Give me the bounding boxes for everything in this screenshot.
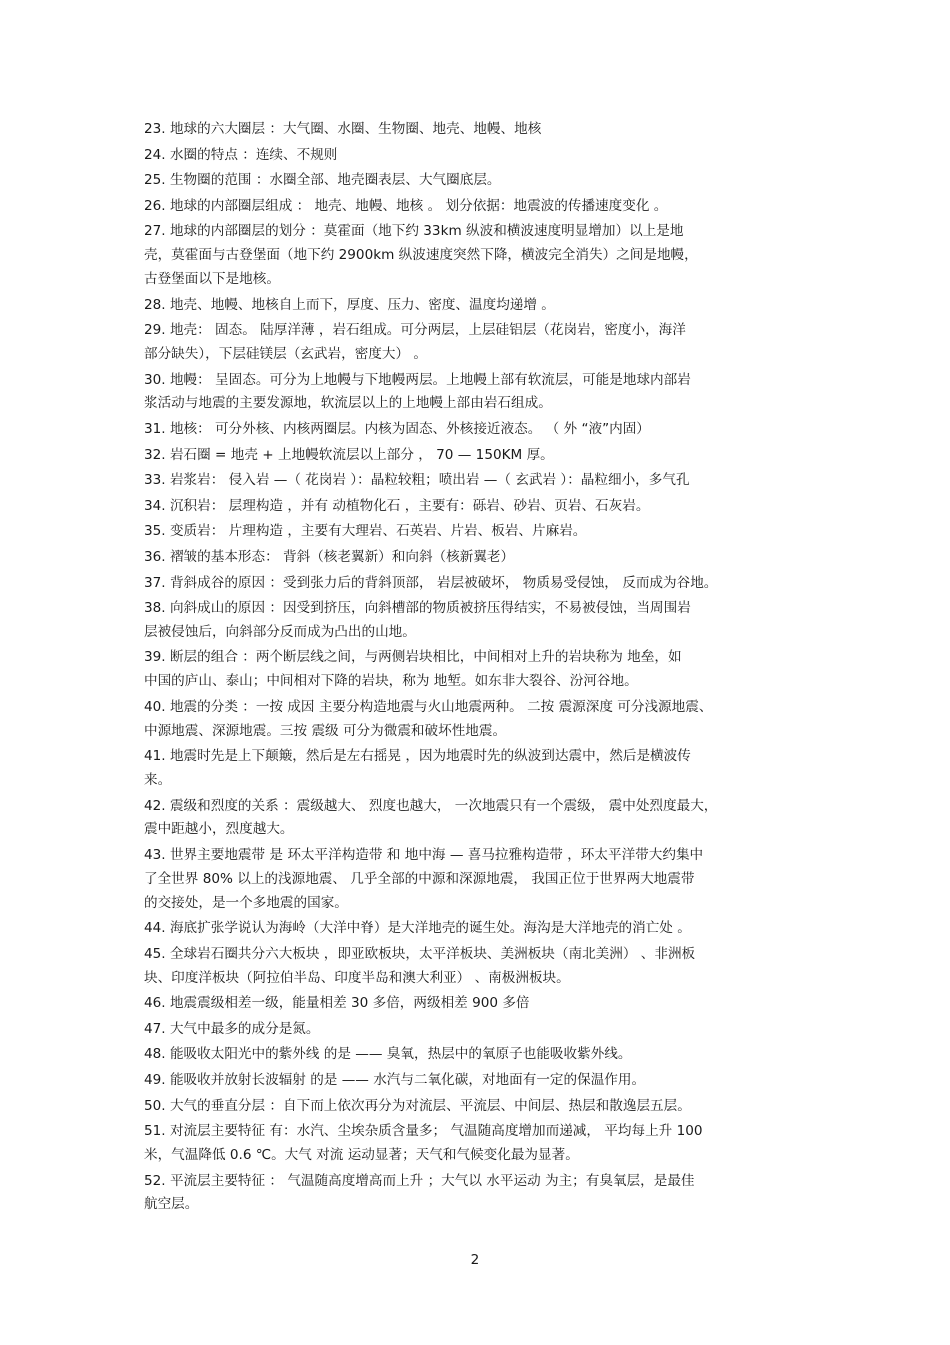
list-item: [144, 144, 814, 168]
list-item: [144, 1043, 814, 1067]
list-item-line: 35. 变质岩： 片理构造 ，主要有大理岩、石英岩、片岩、板岩、片麻岩。: [144, 523, 587, 540]
list-item-line: 24. 水圈的特点 ：连续、不规则: [144, 146, 338, 163]
list-item: [144, 795, 814, 843]
list-item-line: 了全世界 80% 以上的浅源地震、 几乎全部的中源和深源地震， 我国正位于世界两大地震带: [144, 870, 695, 887]
list-item: [144, 1095, 814, 1119]
list-item-line: 层被侵蚀后，向斜部分反而成为凸出的山地。: [144, 623, 416, 640]
list-item-line: 米，气温降低 0.6 ℃。大气 对流 运动显著；天气和气候变化最为显著。: [144, 1146, 579, 1163]
list-item-line: 23. 地球的六大圈层 ：大气圈、水圈、生物圈、地壳、地幔、地核: [144, 121, 542, 137]
list-item-line: 25. 生物圈的范围 ：水圈全部、地壳圈表层、大气圈底层。: [144, 172, 501, 189]
list-item: [144, 319, 814, 367]
list-item-line: 来。: [144, 772, 172, 789]
list-item: [144, 597, 814, 645]
list-item-line: 32. 岩石圈 = 地壳 + 上地幔软流层以上部分 ， 70 — 150KM 厚。: [144, 446, 554, 463]
list-item-line: 49. 能吸收并放射长波辐射 的是 —— 水汽与二氧化碳，对地面有一定的保温作用。: [144, 1072, 646, 1088]
page-number: 2: [470, 1252, 480, 1268]
list-item: [144, 546, 814, 570]
list-item-line: 41. 地震时先是上下颠簸，然后是左右摇晃 ，因为地震时先的纵波到达震中，然后是横波传: [144, 748, 691, 765]
list-item-line: 块、印度洋板块（阿拉伯半岛、印度半岛和澳大利亚） 、南极洲板块。: [144, 969, 570, 986]
list-item: [144, 646, 814, 694]
list-item: [144, 992, 814, 1016]
list-item-line: 中国的庐山、泰山；中间相对下降的岩块，称为 地堑。如东非大裂谷、汾河谷地。: [144, 673, 638, 690]
list-item: [144, 844, 814, 915]
list-item-line: 33. 岩浆岩： 侵入岩 —（ 花岗岩 ）：晶粒较粗；喷出岩 —（ 玄武岩 ）：晶粒细小，多气孔: [144, 472, 690, 489]
list-item: [144, 294, 814, 318]
list-item: [144, 444, 814, 468]
list-item-line: 51. 对流层主要特征 有：水汽、尘埃杂质含量多； 气温随高度增加而递减， 平均每上升 100: [144, 1123, 703, 1140]
list-item-line: 46. 地震震级相差一级，能量相差 30 多倍，两级相差 900 多倍: [144, 995, 530, 1012]
list-item-line: 27. 地球的内部圈层的划分 ：莫霍面（地下约 33km 纵波和横波速度明显增加）以上是地: [144, 223, 684, 240]
list-item-line: 43. 世界主要地震带 是 环太平洋构造带 和 地中海 — 喜马拉雅构造带 ，环太平洋带大约集中: [144, 847, 704, 864]
list-item-line: 31. 地核： 可分外核、内核两圈层。内核为固态、外核接近液态。 （ 外 “液”内固）: [144, 420, 650, 437]
document-body: [144, 118, 814, 1219]
list-item-line: 古登堡面以下是地核。: [144, 270, 280, 287]
list-item-line: 38. 向斜成山的原因 ：因受到挤压，向斜槽部的物质被挤压得结实，不易被侵蚀，当周围岩: [144, 600, 691, 617]
list-item-line: 47. 大气中最多的成分是氮。: [144, 1020, 320, 1037]
list-item-line: 的交接处，是一个多地震的国家。: [144, 894, 348, 911]
list-item: [144, 169, 814, 193]
list-item-line: 中源地震、深源地震。三按 震级 可分为微震和破坏性地震。: [144, 722, 507, 739]
list-item-line: 29. 地壳： 固态。 陆厚洋薄 ，岩石组成。可分两层，上层硅铝层（花岗岩，密度小，海洋: [144, 322, 686, 339]
list-item: [144, 696, 814, 744]
list-item-line: 34. 沉积岩： 层理构造 ，并有 动植物化石 ，主要有：砾岩、砂岩、页岩、石灰岩。: [144, 497, 650, 514]
list-item: [144, 220, 814, 291]
list-item: [144, 1120, 814, 1168]
list-item-line: 42. 震级和烈度的关系 ：震级越大、 烈度也越大， 一次地震只有一个震级， 震中处烈度最大，: [144, 797, 718, 814]
list-item-line: 航空层。: [144, 1196, 199, 1213]
list-item: [144, 469, 814, 493]
list-item: [144, 369, 814, 417]
list-item-line: 39. 断层的组合 ：两个断层线之间，与两侧岩块相比，中间相对上升的岩块称为 地垒，如: [144, 649, 682, 666]
list-item: [144, 745, 814, 793]
list-item-line: 26. 地球的内部圈层组成 ： 地壳、地幔、地核 。 划分依据：地震波的传播速度变化 。: [144, 197, 668, 214]
list-item-line: 52. 平流层主要特征 ： 气温随高度增高而上升 ；大气以 水平运动 为主；有臭氧层，是最佳: [144, 1172, 695, 1189]
list-item: [144, 1170, 814, 1218]
list-item: [144, 917, 814, 941]
list-item: [144, 495, 814, 519]
list-item-line: 浆活动与地震的主要发源地，软流层以上的上地幔上部由岩石组成。: [144, 395, 552, 412]
list-item: [144, 572, 814, 596]
list-item: [144, 418, 814, 442]
list-item: [144, 195, 814, 219]
list-item: [144, 1069, 814, 1093]
list-item-line: 40. 地震的分类 ：一按 成因 主要分构造地震与火山地震两种。 二按 震源深度 可分浅源地震、: [144, 698, 713, 715]
list-item-line: 28. 地壳、地幔、地核自上而下，厚度、压力、密度、温度均递增 。: [144, 296, 555, 313]
list-item-line: 36. 褶皱的基本形态： 背斜（核老翼新）和向斜（核新翼老）: [144, 548, 515, 565]
list-item-line: 50. 大气的垂直分层 ：自下而上依次再分为对流层、平流层、中间层、热层和散逸层五层。: [144, 1097, 691, 1114]
list-item-line: 30. 地幔： 呈固态。可分为上地幔与下地幔两层。上地幔上部有软流层，可能是地球内部岩: [144, 371, 691, 388]
list-item-line: 45. 全球岩石圈共分六大板块 ，即亚欧板块，太平洋板块、美洲板块（南北美洲） 、非洲板: [144, 945, 696, 962]
list-item-line: 震中距越小，烈度越大。: [144, 821, 294, 838]
list-item-line: 44. 海底扩张学说认为海岭（大洋中脊）是大洋地壳的诞生处。海沟是大洋地壳的消亡处 。: [144, 920, 691, 937]
list-item: [144, 118, 814, 142]
list-item: [144, 1018, 814, 1042]
list-item-line: 37. 背斜成谷的原因 ：受到张力后的背斜顶部， 岩层被破坏， 物质易受侵蚀， 反而成为谷地。: [144, 574, 718, 591]
list-item-line: 48. 能吸收太阳光中的紫外线 的是 —— 臭氧，热层中的氧原子也能吸收紫外线。: [144, 1046, 632, 1063]
list-item-line: 壳，莫霍面与古登堡面（地下约 2900km 纵波速度突然下降，横波完全消失）之间是地幔，: [144, 247, 698, 264]
list-item: [144, 520, 814, 544]
list-item: [144, 943, 814, 991]
list-item-line: 部分缺失），下层硅镁层（玄武岩，密度大） 。: [144, 345, 427, 362]
